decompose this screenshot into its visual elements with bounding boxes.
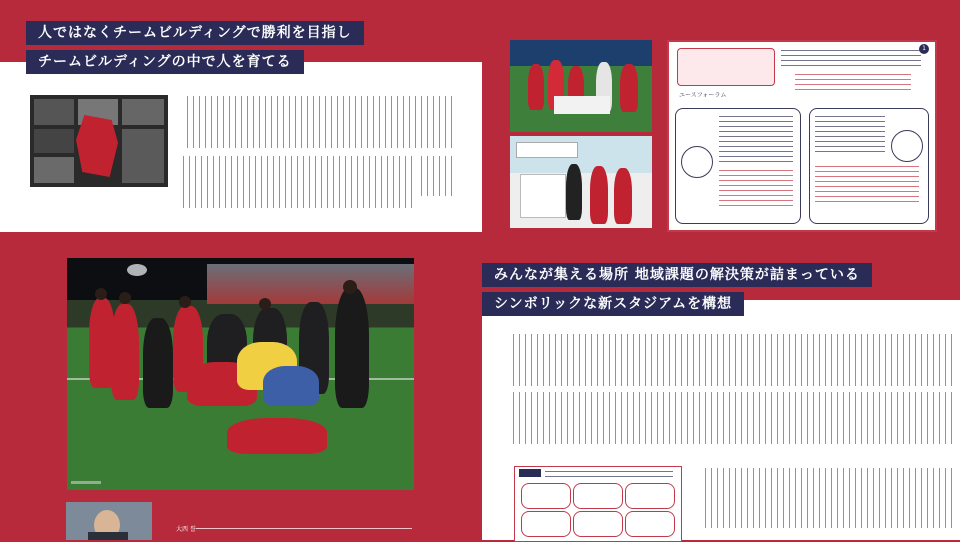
team-cake-photo bbox=[510, 40, 652, 132]
sketch-face-left bbox=[681, 146, 713, 178]
graphic-title-banner bbox=[677, 48, 775, 86]
profile-photo bbox=[66, 502, 152, 540]
right-headline-line-2: シンボリックな新スタジアムを構想 bbox=[482, 292, 744, 316]
photo-credit bbox=[71, 481, 101, 484]
collage-photo bbox=[30, 95, 168, 187]
event-booth-photo bbox=[510, 136, 652, 228]
left-headline-line-1: 人ではなくチームビルディングで勝利を目指し bbox=[26, 21, 364, 45]
right-headline-line-1: みんなが集える場所 地域課題の解決策が詰まっている bbox=[482, 263, 872, 287]
profile-name: 大西 誉 bbox=[176, 526, 196, 533]
profile-divider bbox=[196, 528, 412, 529]
page-number-badge: 1 bbox=[919, 44, 929, 54]
right-body-text-lines bbox=[512, 334, 952, 386]
mini-graphic-recording bbox=[514, 466, 682, 542]
graphic-recording-panel bbox=[667, 40, 937, 232]
left-body-text-lines bbox=[182, 96, 452, 148]
celebration-photo bbox=[67, 258, 414, 490]
graphic-title: ユースフォーラム bbox=[679, 92, 727, 99]
left-headline-line-2: チームビルディングの中で人を育てる bbox=[26, 50, 304, 74]
sketch-face-right bbox=[891, 130, 923, 162]
emblem-shape bbox=[76, 115, 118, 177]
